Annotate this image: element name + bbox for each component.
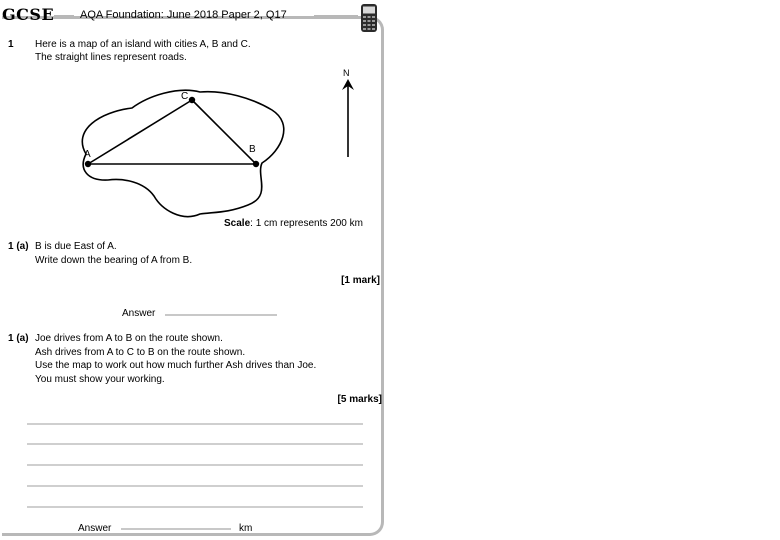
city-b-label: B bbox=[249, 144, 256, 155]
scale-text: : 1 cm represents 200 km bbox=[250, 218, 363, 229]
part-a-line-1: B is due East of A. bbox=[35, 241, 117, 252]
city-a-label: A bbox=[84, 149, 91, 160]
north-label: N bbox=[343, 68, 350, 78]
working-line-3[interactable] bbox=[27, 464, 363, 466]
question-line-2: The straight lines represent roads. bbox=[35, 52, 187, 63]
city-a-dot bbox=[85, 161, 91, 167]
map-scale bbox=[224, 217, 363, 230]
city-b-dot bbox=[253, 161, 259, 167]
part-b-line-3: Use the map to work out how much further Ash drives than Joe. bbox=[35, 360, 317, 371]
part-b-line-4: You must show your working. bbox=[35, 374, 165, 385]
gcse-logo: GCSE bbox=[2, 5, 55, 24]
road-cb bbox=[192, 100, 256, 164]
part-b-number: 1 (a) bbox=[8, 333, 29, 344]
city-c-label: C bbox=[181, 91, 189, 102]
scale-bold: Scale bbox=[224, 218, 251, 229]
part-b-line-2: Ash drives from A to C to B on the route shown. bbox=[35, 347, 246, 358]
working-line-5[interactable] bbox=[27, 506, 363, 508]
road-ac bbox=[88, 100, 192, 164]
part-b-unit: km bbox=[239, 523, 253, 534]
part-b-marks: [5 marks] bbox=[337, 394, 382, 405]
part-a-number: 1 (a) bbox=[8, 241, 29, 252]
part-a-line-2: Write down the bearing of A from B. bbox=[35, 255, 193, 266]
working-line-4[interactable] bbox=[27, 485, 363, 487]
part-b-answer-line[interactable] bbox=[121, 528, 231, 530]
part-a-answer-label: Answer bbox=[122, 308, 156, 319]
city-c-dot bbox=[189, 97, 195, 103]
part-a-marks: [1 mark] bbox=[341, 275, 380, 286]
working-line-2[interactable] bbox=[27, 443, 363, 445]
part-b-answer-label: Answer bbox=[78, 523, 112, 534]
question-line-1: Here is a map of an island with cities A, B and C. bbox=[35, 39, 251, 50]
question-number: 1 bbox=[8, 39, 14, 50]
part-b-line-1: Joe drives from A to B on the route shown. bbox=[35, 333, 223, 344]
working-line-1[interactable] bbox=[27, 423, 363, 425]
island-map bbox=[0, 0, 390, 240]
part-a-answer-line[interactable] bbox=[165, 314, 277, 316]
page-title: AQA Foundation: June 2018 Paper 2, Q17 bbox=[80, 9, 287, 21]
